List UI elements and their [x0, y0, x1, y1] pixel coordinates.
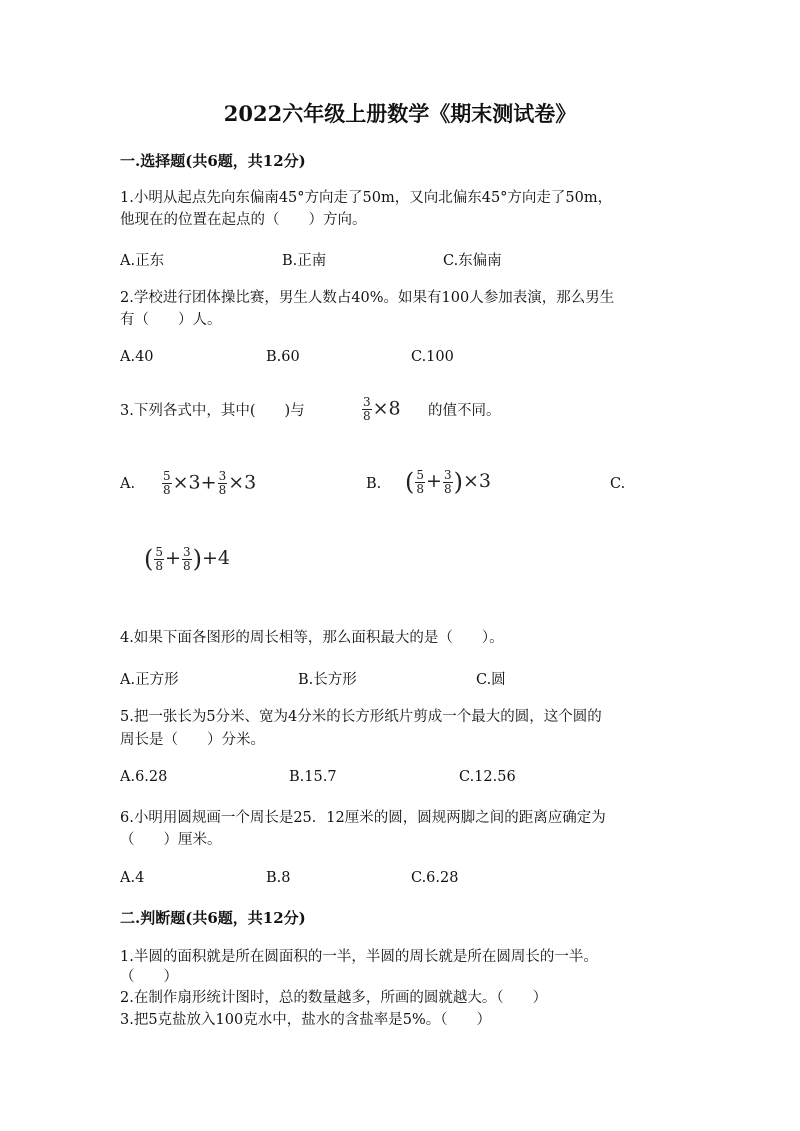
- question-4-option-b: B.长方形: [298, 672, 357, 688]
- fraction: [415, 469, 425, 496]
- question-1-line-2: 他现在的位置在起点的（ ）方向。: [120, 212, 367, 228]
- fraction: [182, 546, 192, 573]
- question-3-option-c-expression: [144, 545, 230, 573]
- open-paren: (: [144, 545, 154, 573]
- section-heading-choice: 一.选择题(共6题，共12分): [120, 152, 306, 170]
- denominator: 8: [443, 481, 452, 496]
- question-1-line-1: 1.小明从起点先向东偏南45°方向走了50m，又向北偏东45°方向走了50m，: [120, 190, 613, 206]
- question-1-option-c: C.东偏南: [443, 253, 502, 269]
- question-3-prefix: 3.下列各式中，其中( )与: [120, 403, 305, 419]
- denominator: 8: [363, 409, 371, 423]
- operator-text: +: [165, 547, 181, 569]
- question-2-line-1: 2.学校进行团体操比赛，男生人数占40%。如果有100人参加表演，那么男生: [120, 290, 615, 306]
- question-5-line-2: 周长是（ ）分米。: [120, 732, 265, 748]
- numerator: 5: [155, 544, 164, 559]
- question-2-option-c: C.100: [411, 349, 454, 365]
- judgement-2: 2.在制作扇形统计图时，总的数量越多，所画的圆就越大。（ ）: [120, 990, 548, 1006]
- question-1-option-a: A.正东: [120, 253, 165, 269]
- numerator: 5: [416, 467, 425, 482]
- denominator: 8: [416, 481, 425, 496]
- denominator: 8: [163, 483, 171, 497]
- operator-text: +4: [201, 547, 230, 569]
- question-3-expression: [361, 396, 401, 423]
- question-3-option-b-label: B.: [366, 476, 382, 492]
- fraction: [443, 469, 453, 496]
- numerator: 3: [443, 467, 452, 482]
- operator-text: ×3: [462, 470, 491, 492]
- numerator: 3: [363, 395, 371, 409]
- denominator: 8: [155, 558, 164, 573]
- numerator: 5: [163, 469, 171, 483]
- fraction: [162, 470, 172, 497]
- close-paren: ): [453, 468, 463, 496]
- denominator: 8: [218, 483, 227, 497]
- question-5-option-b: B.15.7: [289, 769, 337, 785]
- question-3-suffix: 的值不同。: [428, 403, 501, 419]
- judgement-1-line-1: 1.半圆的面积就是所在圆面积的一半，半圆的周长就是所在圆周长的一半。: [120, 949, 598, 965]
- question-6-line-1: 6.小明用圆规画一个周长是25．12厘米的圆，圆规两脚之间的距离应确定为: [120, 810, 606, 826]
- operator-text: ×3+: [172, 471, 217, 494]
- question-6-option-a: A.4: [120, 870, 145, 886]
- question-6-option-b: B.8: [266, 870, 291, 886]
- question-5-option-c: C.12.56: [459, 769, 516, 785]
- question-3-option-a-label: A.: [120, 476, 136, 492]
- question-4-option-a: A.正方形: [120, 672, 179, 688]
- close-paren: ): [192, 545, 202, 573]
- question-3-option-a-expression: [161, 470, 256, 497]
- expression-rest: ×8: [372, 397, 401, 420]
- question-2-line-2: 有（ ）人。: [120, 312, 222, 328]
- question-1-option-b: B.正南: [282, 253, 327, 269]
- open-paren: (: [405, 468, 415, 496]
- numerator: 3: [218, 469, 227, 483]
- denominator: 8: [182, 558, 191, 573]
- question-6-option-c: C.6.28: [411, 870, 459, 886]
- fraction: [218, 470, 228, 497]
- question-2-option-b: B.60: [266, 349, 300, 365]
- question-4-line-1: 4.如果下面各图形的周长相等，那么面积最大的是（ ）。: [120, 630, 504, 646]
- question-5-option-a: A.6.28: [120, 769, 168, 785]
- question-3-option-c-label: C.: [610, 476, 626, 492]
- page-title: 2022六年级上册数学《期末测试卷》: [223, 101, 577, 126]
- fraction: [154, 546, 164, 573]
- question-2-option-a: A.40: [120, 349, 154, 365]
- section-heading-judgement: 二.判断题(共6题，共12分): [120, 909, 306, 927]
- question-6-line-2: （ ）厘米。: [120, 832, 222, 848]
- judgement-3: 3.把5克盐放入100克水中，盐水的含盐率是5%。（ ）: [120, 1012, 491, 1028]
- numerator: 3: [182, 544, 191, 559]
- fraction: [362, 396, 372, 423]
- question-5-line-1: 5.把一张长为5分米、宽为4分米的长方形纸片剪成一个最大的圆，这个圆的: [120, 709, 602, 725]
- question-3-option-b-expression: [405, 468, 491, 496]
- operator-text: +: [426, 470, 442, 492]
- judgement-1-line-2: （ ）: [120, 969, 178, 985]
- question-4-option-c: C.圆: [476, 672, 506, 688]
- operator-text: ×3: [228, 471, 257, 494]
